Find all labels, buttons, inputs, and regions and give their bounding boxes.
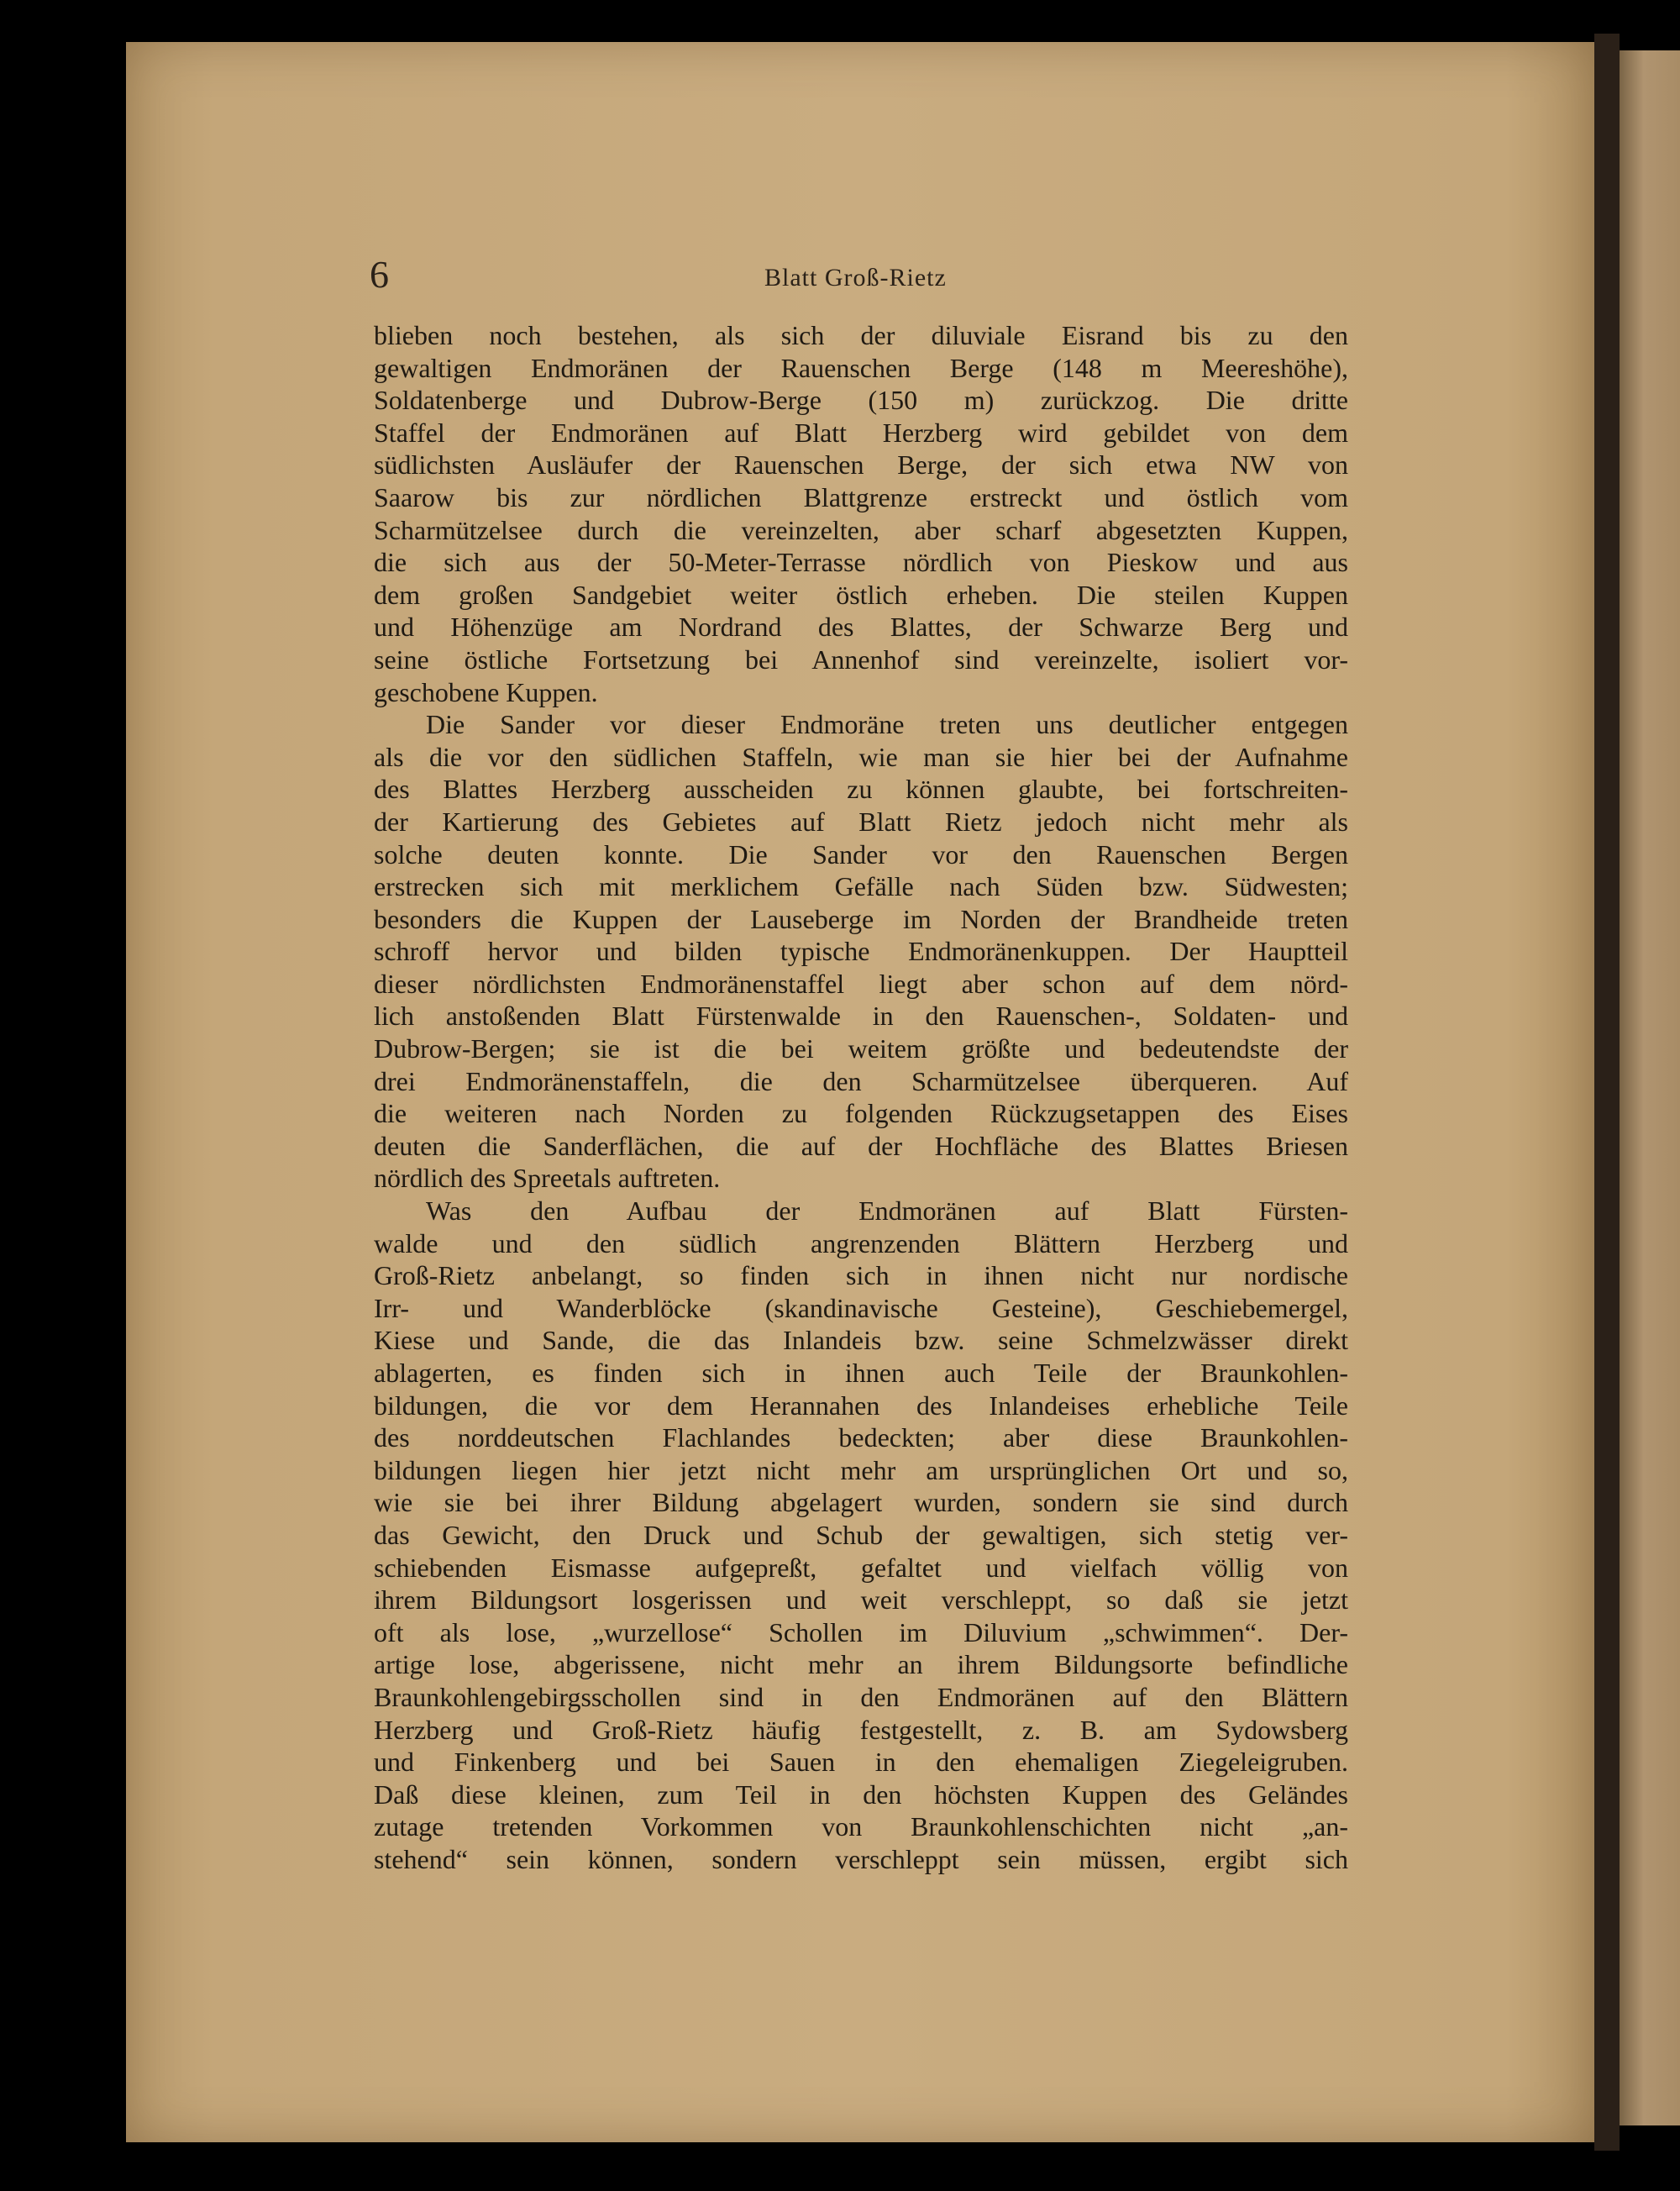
facing-page-edge <box>1620 50 1680 2125</box>
text-line: blieben noch bestehen, als sich der diluviale Eisrand bis zu den <box>374 320 1348 350</box>
page-number: 6 <box>370 253 389 296</box>
body-text <box>374 319 1348 1876</box>
text-line: gewaltigen Endmoränen der Rauenschen Berge (148 m Meereshöhe), <box>374 352 1348 383</box>
text-line: schiebenden Eismasse aufgepreßt, gefaltet und vielfach völlig von <box>374 1552 1348 1583</box>
text-line: Die Sander vor dieser Endmoräne treten uns deutlicher entgegen <box>426 709 1348 740</box>
running-head <box>370 252 1344 302</box>
text-line: nördlich des Spreetals auftreten. <box>374 1163 721 1194</box>
text-line: stehend“ sein können, sondern verschleppt sein müssen, ergibt sich <box>374 1843 1348 1874</box>
text-line: Saarow bis zur nördlichen Blattgrenze erstreckt und östlich vom <box>374 481 1348 512</box>
text-line: Was den Aufbau der Endmoränen auf Blatt Fürsten- <box>426 1195 1348 1227</box>
text-line: bildungen liegen hier jetzt nicht mehr am ursprünglichen Ort und so, <box>374 1454 1348 1485</box>
page-gutter <box>1594 34 1620 2151</box>
text-line: geschobene Kuppen. <box>374 676 598 707</box>
text-line: oft als lose, „wurzellose“ Schollen im Diluvium „schwimmen“. Der- <box>374 1616 1348 1647</box>
text-line: Scharmützelsee durch die vereinzelten, aber scharf abgesetzten Kuppen, <box>374 514 1348 545</box>
text-line: und Finkenberg und bei Sauen in den ehemaligen Ziegeleigruben. <box>374 1747 1348 1778</box>
text-line: schroff hervor und bilden typische Endmoränenkuppen. Der Hauptteil <box>374 936 1348 967</box>
text-line: als die vor den südlichen Staffeln, wie man sie hier bei der Aufnahme <box>374 741 1348 772</box>
text-line: Kiese und Sande, die das Inlandeis bzw. seine Schmelzwässer direkt <box>374 1325 1348 1356</box>
text-line: drei Endmoränenstaffeln, die den Scharmützelsee überqueren. Auf <box>374 1065 1348 1096</box>
text-line: zutage tretenden Vorkommen von Braunkohlenschichten nicht „an- <box>374 1811 1348 1842</box>
text-line: Daß diese kleinen, zum Teil in den höchsten Kuppen des Geländes <box>374 1779 1348 1810</box>
text-line: Dubrow-Bergen; sie ist die bei weitem größte und bedeutendste der <box>374 1033 1348 1064</box>
text-line: ihrem Bildungsort losgerissen und weit verschleppt, so daß sie jetzt <box>374 1584 1348 1616</box>
text-line: deuten die Sanderflächen, die auf der Hochfläche des Blattes Briesen <box>374 1130 1348 1161</box>
text-line: dem großen Sandgebiet weiter östlich erheben. Die steilen Kuppen <box>374 579 1348 610</box>
text-line: dieser nördlichsten Endmoränenstaffel liegt aber schon auf dem nörd- <box>374 968 1348 999</box>
text-line: die sich aus der 50-Meter-Terrasse nördlich von Pieskow und aus <box>374 547 1348 578</box>
text-line: walde und den südlich angrenzenden Blättern Herzberg und <box>374 1227 1348 1258</box>
text-line: wie sie bei ihrer Bildung abgelagert wurden, sondern sie sind durch <box>374 1487 1348 1518</box>
text-line: solche deuten konnte. Die Sander vor den Rauenschen Bergen <box>374 838 1348 870</box>
text-line: Herzberg und Groß-Rietz häufig festgestellt, z. B. am Sydowsberg <box>374 1714 1348 1745</box>
text-line: erstrecken sich mit merklichem Gefälle nach Süden bzw. Südwesten; <box>374 871 1348 902</box>
text-line: der Kartierung des Gebietes auf Blatt Rietz jedoch nicht mehr als <box>374 806 1348 837</box>
text-line: Staffel der Endmoränen auf Blatt Herzberg wird gebildet von dem <box>374 417 1348 448</box>
text-line: des Blattes Herzberg ausscheiden zu können glaubte, bei fortschreiten- <box>374 774 1348 805</box>
text-line: bildungen, die vor dem Herannahen des Inlandeises erhebliche Teile <box>374 1390 1348 1421</box>
text-line: Braunkohlengebirgsschollen sind in den Endmoränen auf den Blättern <box>374 1681 1348 1712</box>
text-line: Soldatenberge und Dubrow-Berge (150 m) zurückzog. Die dritte <box>374 385 1348 416</box>
text-line: südlichsten Ausläufer der Rauenschen Berge, der sich etwa NW von <box>374 449 1348 481</box>
text-line: die weiteren nach Norden zu folgenden Rückzugsetappen des Eises <box>374 1098 1348 1129</box>
text-line: seine östliche Fortsetzung bei Annenhof sind vereinzelte, isoliert vor- <box>374 644 1348 675</box>
text-line: das Gewicht, den Druck und Schub der gewaltigen, sich stetig ver- <box>374 1519 1348 1550</box>
text-line: besonders die Kuppen der Lauseberge im Norden der Brandheide treten <box>374 903 1348 934</box>
text-line: des norddeutschen Flachlandes bedeckten; aber diese Braunkohlen- <box>374 1422 1348 1453</box>
text-line: lich anstoßenden Blatt Fürstenwalde in den Rauenschen-, Soldaten- und <box>374 1001 1348 1032</box>
text-line: artige lose, abgerissene, nicht mehr an ihrem Bildungsorte befindliche <box>374 1649 1348 1680</box>
text-line: und Höhenzüge am Nordrand des Blattes, der Schwarze Berg und <box>374 612 1348 643</box>
text-line: ablagerten, es finden sich in ihnen auch Teile der Braunkohlen- <box>374 1358 1348 1388</box>
text-line: Groß-Rietz anbelangt, so finden sich in ihnen nicht nur nordische <box>374 1260 1348 1291</box>
running-title: Blatt Groß-Rietz <box>764 264 947 292</box>
text-line: Irr- und Wanderblöcke (skandinavische Gesteine), Geschiebemergel, <box>374 1292 1348 1323</box>
